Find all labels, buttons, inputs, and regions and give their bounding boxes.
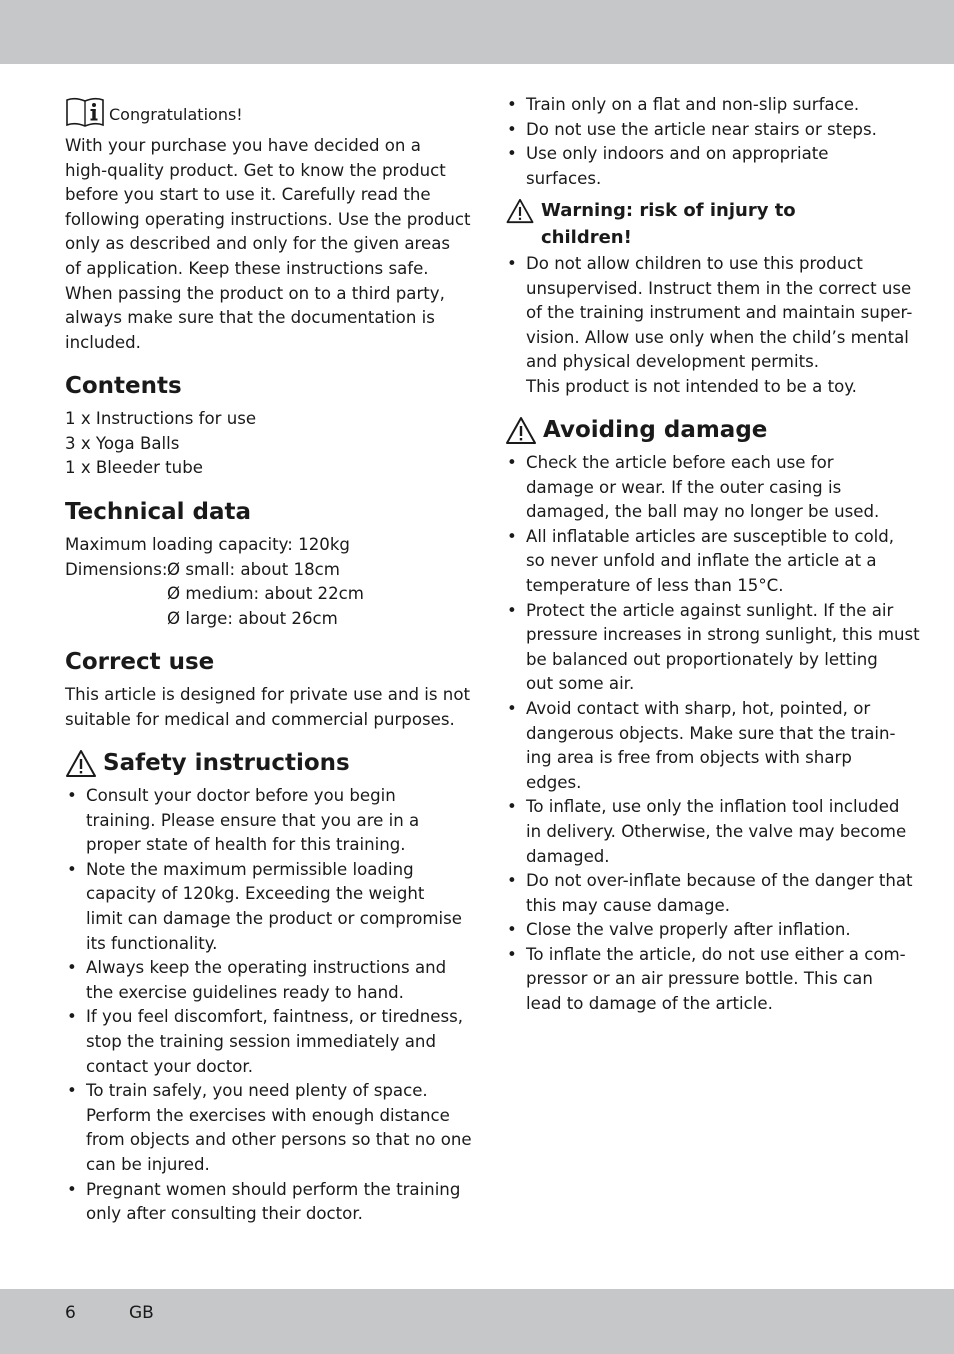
- intro-line: always make sure that the documentation is: [65, 308, 435, 328]
- damage-heading: Avoiding damage: [543, 417, 768, 443]
- dimensions-label: Dimensions:: [65, 559, 168, 579]
- warning-triangle-icon: [65, 749, 97, 778]
- children-item: • Do not allow children to use this product unsupervised. Instruct them in the correct use of the training instrument and maintain super- vision. Allow use only when the child’s mental and physical development permits. This product is not intended to be a toy.: [505, 252, 905, 400]
- intro-line: included.: [65, 332, 141, 352]
- intro-title-row: [65, 96, 243, 128]
- safety-item: • If you feel discomfort, faintness, or tiredness, stop the training session immediately and contact your doctor.: [65, 1005, 465, 1079]
- usage-item: • Use only indoors and on appropriate surfaces.: [505, 142, 905, 191]
- children-warning-line-2: children!: [541, 226, 632, 248]
- header-bar: [0, 0, 954, 64]
- dimension-value: Ø small: about 18cm: [167, 559, 340, 579]
- correct-use-heading: Correct use: [65, 649, 215, 675]
- info-book-icon: [65, 96, 105, 128]
- damage-heading-row: [505, 415, 767, 445]
- usage-list: [505, 93, 905, 191]
- correct-use-line: This article is designed for private use and is not: [65, 685, 470, 704]
- dimension-row: [65, 582, 364, 607]
- damage-item: • To inflate the article, do not use either a com- pressor or an air pressure bottle. This can lead to damage of the article.: [505, 943, 905, 1017]
- damage-item: • Check the article before each use for damage or wear. If the outer casing is damaged, the ball may no longer be used.: [505, 451, 905, 525]
- intro-title: Congratulations!: [109, 105, 243, 125]
- intro-line: before you start to use it. Carefully read the: [65, 185, 431, 205]
- damage-item: • Protect the article against sunlight. If the air pressure increases in strong sunlight, this must be balanced out proportionately by letting out some air.: [505, 599, 905, 697]
- language-code: GB: [129, 1303, 154, 1323]
- safety-heading: Safety instructions: [103, 750, 350, 776]
- damage-item: • Close the valve properly after inflation.: [505, 918, 905, 943]
- safety-item: • Pregnant women should perform the training only after consulting their doctor.: [65, 1178, 465, 1227]
- dimension-value: Ø large: about 26cm: [167, 608, 338, 628]
- contents-item: 1 x Bleeder tube: [65, 458, 203, 478]
- damage-item: • Avoid contact with sharp, hot, pointed, or dangerous objects. Make sure that the train- ing area is free from objects with sharp edges.: [505, 697, 905, 795]
- contents-item: 1 x Instructions for use: [65, 409, 257, 428]
- intro-line: With your purchase you have decided on a: [65, 136, 421, 155]
- safety-item: • Consult your doctor before you begin training. Please ensure that you are in a proper state of health for this training.: [65, 784, 465, 858]
- safety-heading-row: [65, 748, 350, 778]
- safety-item: • To train safely, you need plenty of space. Perform the exercises with enough distance from objects and other persons so that no one can be injured.: [65, 1079, 465, 1177]
- intro-line: high-quality product. Get to know the product: [65, 160, 446, 180]
- safety-item: • Always keep the operating instructions and the exercise guidelines ready to hand.: [65, 956, 465, 1005]
- usage-item: • Do not use the article near stairs or steps.: [505, 118, 905, 143]
- warning-triangle-icon: [505, 198, 535, 224]
- intro-line: of application. Keep these instructions safe.: [65, 258, 429, 278]
- tech-capacity: Maximum loading capacity: 120kg: [65, 535, 350, 554]
- warning-triangle-icon: [505, 416, 537, 445]
- safety-list: [65, 784, 472, 1227]
- usage-item: • Train only on a flat and non-slip surface.: [505, 93, 905, 118]
- children-warning-line-1: Warning: risk of injury to: [541, 200, 796, 221]
- damage-item: • All inflatable articles are susceptible to cold, so never unfold and inflate the article at a temperature of less than 15°C.: [505, 525, 905, 599]
- contents-item: 3 x Yoga Balls: [65, 433, 180, 453]
- damage-list: [505, 451, 920, 1017]
- intro-line: following operating instructions. Use the product: [65, 209, 471, 229]
- dimension-row: [65, 607, 364, 632]
- dimension-row: [65, 558, 364, 583]
- technical-data-heading: Technical data: [65, 499, 252, 525]
- intro-line: When passing the product on to a third party,: [65, 283, 445, 303]
- children-list: [505, 252, 913, 400]
- correct-use-text: [65, 683, 470, 732]
- page-number: 6: [65, 1303, 76, 1323]
- technical-data: [65, 533, 364, 631]
- safety-item: • Note the maximum permissible loading capacity of 120kg. Exceeding the weight limit can damage the product or compromise its functionality.: [65, 858, 465, 956]
- intro-line: only as described and only for the given areas: [65, 234, 451, 254]
- damage-item: • Do not over-inflate because of the danger that this may cause damage.: [505, 869, 905, 918]
- children-warning-heading: [505, 198, 796, 251]
- damage-item: • To inflate, use only the inflation tool included in delivery. Otherwise, the valve may become damaged.: [505, 795, 905, 869]
- contents-heading: Contents: [65, 373, 182, 399]
- dimension-value: Ø medium: about 22cm: [167, 584, 364, 604]
- correct-use-line: suitable for medical and commercial purposes.: [65, 709, 455, 729]
- contents-list: [65, 407, 256, 481]
- intro-text: [65, 134, 471, 355]
